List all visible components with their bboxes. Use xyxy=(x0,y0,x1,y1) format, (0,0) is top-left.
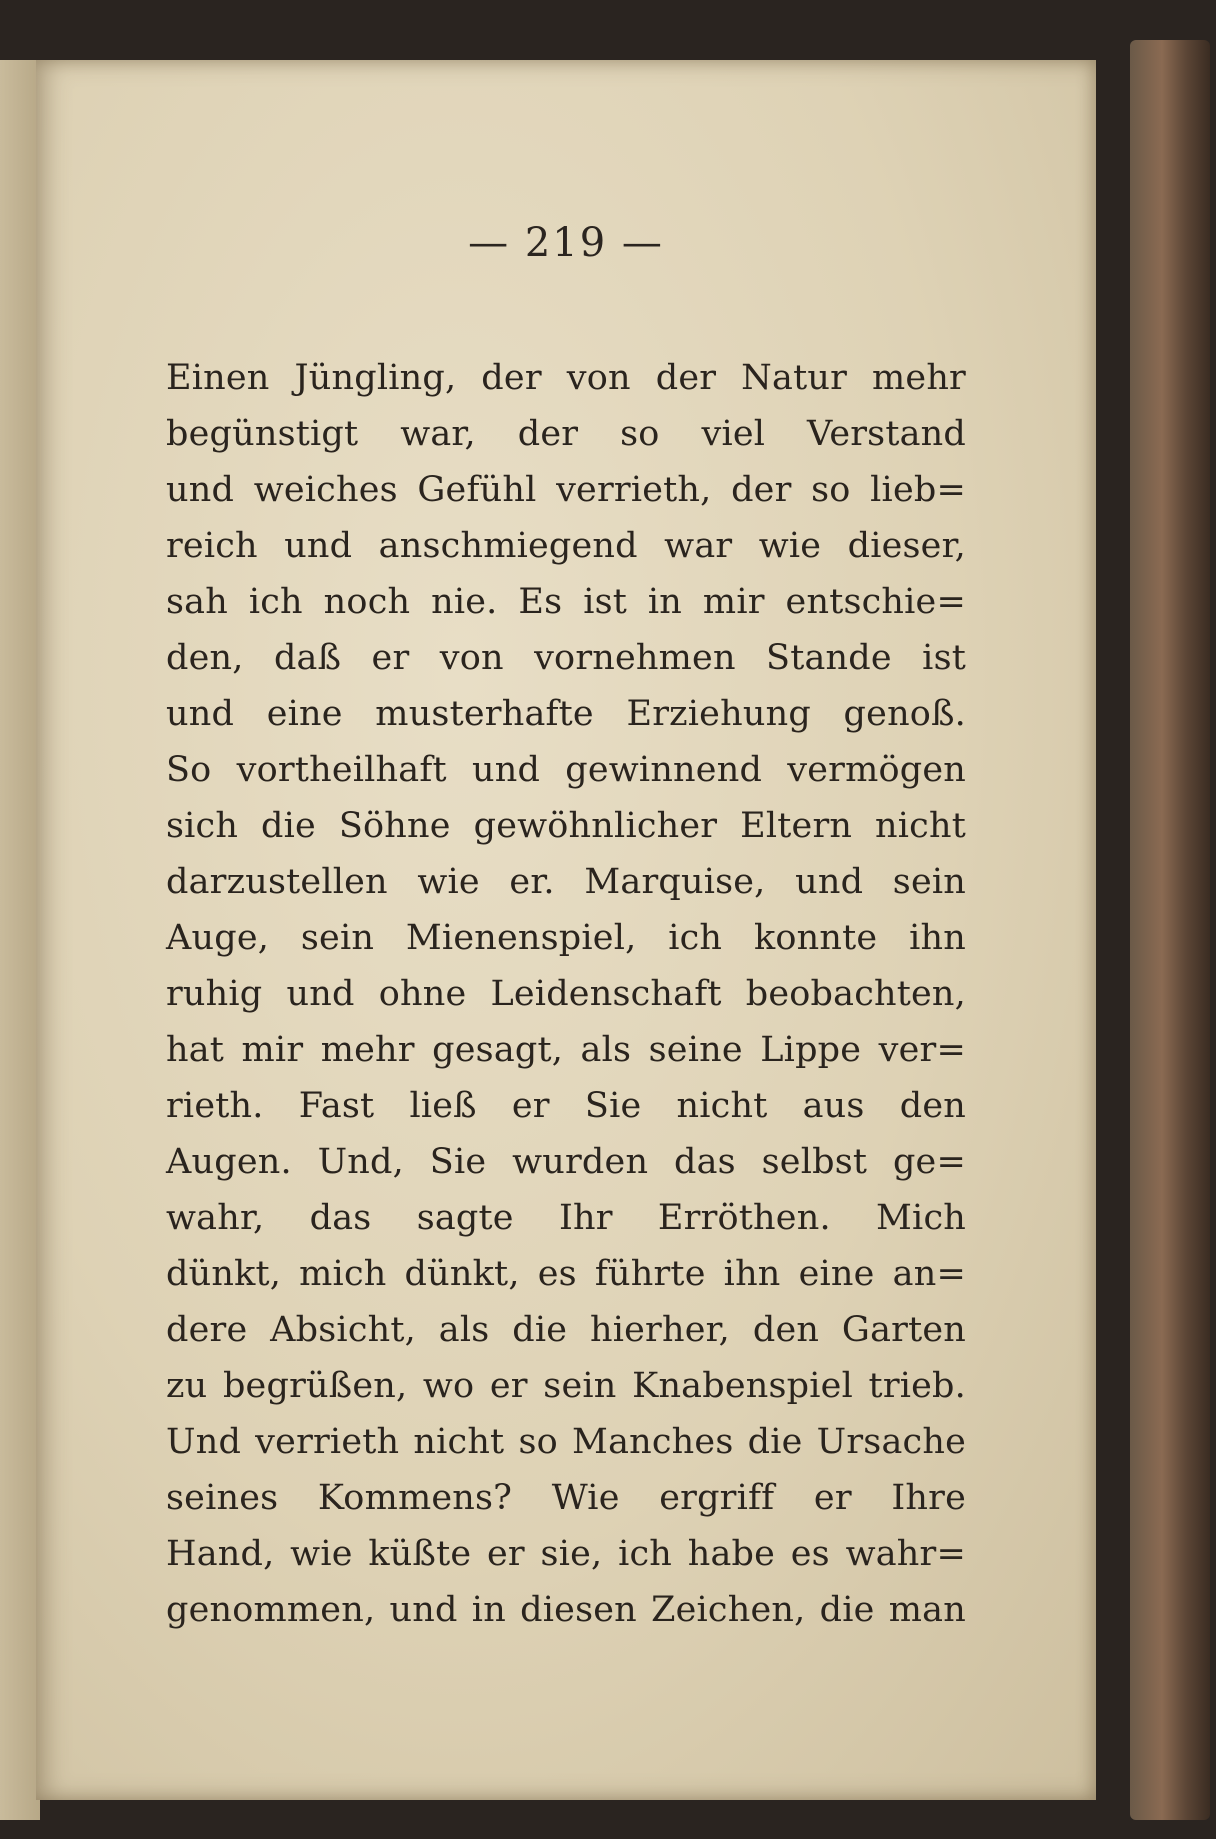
text-line: und eine musterhafte Erziehung genoß. xyxy=(166,694,966,734)
text-line: sah ich noch nie. Es ist in mir entschie= xyxy=(166,582,966,622)
text-line: ruhig und ohne Leidenschaft beobachten, xyxy=(166,974,966,1014)
text-line: So vortheilhaft und gewinnend vermögen xyxy=(166,750,966,790)
page-number: — 219 — xyxy=(468,220,664,266)
text-line: darzustellen wie er. Marquise, und sein xyxy=(166,862,966,902)
text-line: dünkt, mich dünkt, es führte ihn eine an= xyxy=(166,1254,966,1294)
book-page xyxy=(36,60,1096,1800)
text-line: reich und anschmiegend war wie dieser, xyxy=(166,526,966,566)
text-line: rieth. Fast ließ er Sie nicht aus den xyxy=(166,1086,966,1126)
text-line: und weiches Gefühl verrieth, der so lieb= xyxy=(166,470,966,510)
text-line: dere Absicht, als die hierher, den Garten xyxy=(166,1310,966,1350)
page-text xyxy=(166,350,966,1638)
text-line: Auge, sein Mienenspiel, ich konnte ihn xyxy=(166,918,966,958)
text-line: hat mir mehr gesagt, als seine Lippe ver= xyxy=(166,1030,966,1070)
text-line: Und verrieth nicht so Manches die Ursache xyxy=(166,1422,966,1462)
text-line: den, daß er von vornehmen Stande ist xyxy=(166,638,966,678)
text-line: Augen. Und, Sie wurden das selbst ge= xyxy=(166,1142,966,1182)
text-line: seines Kommens? Wie ergriff er Ihre xyxy=(166,1478,966,1518)
text-line: Einen Jüngling, der von der Natur mehr xyxy=(166,358,966,398)
text-line: sich die Söhne gewöhnlicher Eltern nicht xyxy=(166,806,966,846)
text-line: Hand, wie küßte er sie, ich habe es wahr= xyxy=(166,1534,966,1574)
text-line: genommen, und in diesen Zeichen, die man xyxy=(166,1590,966,1630)
text-line: begünstigt war, der so viel Verstand xyxy=(166,414,966,454)
book-cover-edge xyxy=(1130,40,1210,1820)
text-line: zu begrüßen, wo er sein Knabenspiel trieb. xyxy=(166,1366,966,1406)
previous-page-edge xyxy=(0,60,40,1820)
text-line: wahr, das sagte Ihr Erröthen. Mich xyxy=(166,1198,966,1238)
